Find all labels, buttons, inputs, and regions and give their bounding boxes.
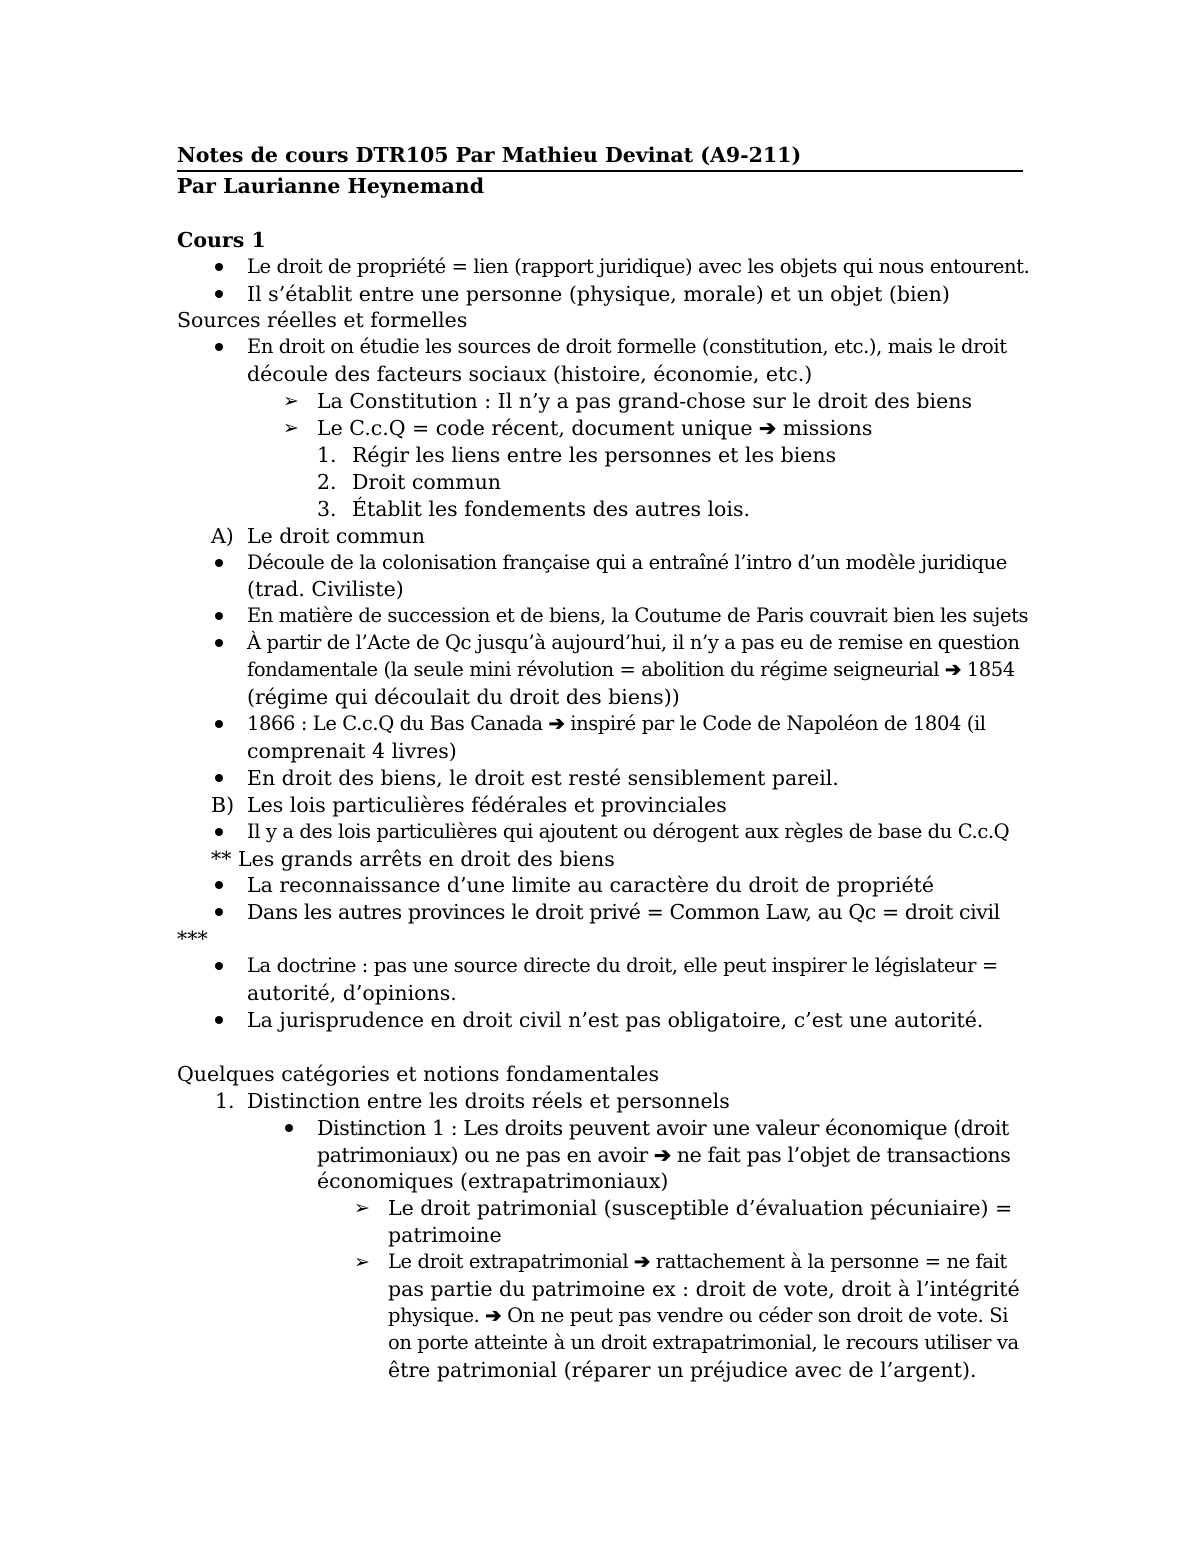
list-item-text: inspiré par le Code de Napoléon de 1804 (il (570, 712, 986, 736)
list-item-text: La Constitution : Il n’y a pas grand-chose sur le droit des biens (317, 389, 972, 414)
right-arrow-icon: ➔ (485, 1303, 502, 1327)
list-item (177, 334, 1023, 361)
blank-line (177, 1034, 1023, 1061)
list-item-continuation (177, 1142, 1023, 1169)
list-item-text: Droit commun (352, 469, 501, 494)
list-item-continuation: patrimoine (388, 1223, 502, 1248)
bullet-icon (215, 612, 223, 620)
bullet-icon (215, 1016, 223, 1024)
right-arrow-icon: ➔ (944, 658, 961, 682)
list-item (177, 765, 1023, 792)
list-item (177, 1249, 1023, 1276)
list-item-text: Le droit patrimonial (susceptible d’évaluation pécuniaire) = (388, 1196, 1013, 1221)
numbered-item (177, 469, 1023, 496)
bullet-icon (215, 881, 223, 889)
section-heading-categories: Quelques catégories et notions fondamentales (177, 1061, 659, 1086)
bullet-icon (215, 908, 223, 916)
list-item-text: ne fait pas l’objet de transactions (676, 1142, 1011, 1167)
bullet-icon (215, 343, 223, 351)
bullet-icon (215, 639, 223, 647)
list-item (177, 899, 1023, 926)
lettered-item (177, 523, 1023, 550)
list-item-text: On ne peut pas vendre ou céder son droit de vote. Si (507, 1303, 1009, 1327)
bullet-icon (215, 559, 223, 567)
list-item-text: Dans les autres provinces le droit privé = Common Law, au Qc = droit civil (247, 900, 1000, 925)
list-item (177, 281, 1023, 308)
list-item-text: La jurisprudence en droit civil n’est pas obligatoire, c’est une autorité. (247, 1007, 984, 1032)
list-item-text: Distinction entre les droits réels et personnels (247, 1088, 730, 1113)
arrow-bullet-icon: ➢ (354, 1251, 370, 1274)
subheading-sources: Sources réelles et formelles (177, 308, 468, 333)
bullet-icon (215, 290, 223, 298)
list-item (177, 254, 1030, 281)
list-item (177, 1115, 1023, 1142)
list-item (177, 1007, 1023, 1034)
numbered-item (177, 442, 1023, 469)
bullet-icon (215, 263, 223, 271)
list-item-text: À partir de l’Acte de Qc jusqu’à aujourd’hui, il n’y a pas eu de remise en question (247, 631, 1020, 655)
list-item-text: La reconnaissance d’une limite au caractère du droit de propriété (247, 873, 934, 898)
numbered-item (177, 496, 1023, 523)
list-item-continuation: découle des facteurs sociaux (histoire, économie, etc.) (247, 362, 813, 387)
list-item-continuation: (régime qui découlait du droit des biens)) (247, 685, 680, 710)
list-item-text: Régir les liens entre les personnes et les biens (352, 442, 837, 467)
bullet-icon (285, 1124, 293, 1132)
arrow-bullet-icon: ➢ (283, 390, 299, 413)
arrow-bullet-icon: ➢ (354, 1197, 370, 1220)
list-item-text: En droit des biens, le droit est resté sensiblement pareil. (247, 765, 839, 790)
right-arrow-icon: ➔ (653, 1142, 671, 1167)
list-item-continuation: autorité, d’opinions. (247, 981, 457, 1006)
list-item (177, 630, 1023, 657)
right-arrow-icon: ➔ (759, 416, 777, 441)
list-item-text: patrimoniaux) ou ne pas en avoir (317, 1142, 648, 1167)
list-item-text: Le droit commun (247, 523, 425, 548)
list-item-text: Distinction 1 : Les droits peuvent avoir une valeur économique (droit (317, 1115, 1009, 1140)
note-line: ** Les grands arrêts en droit des biens (211, 846, 615, 871)
list-number: 1. (215, 1088, 235, 1113)
arrow-bullet-icon: ➢ (283, 417, 299, 440)
list-item-text: Découle de la colonisation française qui a entraîné l’intro d’un modèle juridique (247, 550, 1007, 574)
list-item-text: 1854 (966, 658, 1015, 682)
list-number: 2. (317, 469, 337, 494)
list-item-continuation: être patrimonial (réparer un préjudice avec de l’argent). (388, 1357, 977, 1382)
note-line: *** (177, 927, 208, 952)
bullet-icon (215, 720, 223, 728)
list-item-text: En droit on étudie les sources de droit formelle (constitution, etc.), mais le droit (247, 335, 1007, 359)
list-item (177, 388, 1023, 415)
bullet-icon (215, 962, 223, 970)
list-item-text: physique. (388, 1303, 480, 1327)
list-item-continuation: (trad. Civiliste) (247, 577, 404, 602)
list-item-continuation (177, 1303, 1023, 1330)
list-item-text: La doctrine : pas une source directe du droit, elle peut inspirer le législateur = (247, 954, 998, 978)
list-item-text: Le droit extrapatrimonial (388, 1250, 629, 1274)
list-item (177, 953, 1023, 980)
list-letter: A) (211, 523, 234, 548)
list-item-text: 1866 : Le C.c.Q du Bas Canada (247, 712, 543, 736)
list-item-text: rattachement à la personne = ne fait (655, 1250, 1007, 1274)
list-item-text: fondamentale (la seule mini révolution = abolition du régime seigneurial (247, 658, 940, 682)
list-item-text: En matière de succession et de biens, la Coutume de Paris couvrait bien les sujets (247, 604, 1029, 628)
list-number: 1. (317, 442, 337, 467)
list-item-text: Il y a des lois particulières qui ajoutent ou dérogent aux règles de base du C.c.Q (247, 819, 1010, 843)
numbered-item (177, 1088, 1023, 1115)
document-title: Notes de cours DTR105 Par Mathieu Devinat (A9-211) (177, 142, 1023, 172)
list-item-text: Il s’établit entre une personne (physique, morale) et un objet (bien) (247, 281, 950, 306)
list-item-text: missions (782, 416, 873, 441)
list-item-continuation: économiques (extrapatrimoniaux) (317, 1169, 669, 1194)
lettered-item (177, 792, 1023, 819)
blank-line (177, 200, 1023, 227)
list-letter: B) (211, 792, 235, 817)
bullet-icon (215, 828, 223, 836)
list-item (177, 872, 1023, 899)
list-number: 3. (317, 496, 337, 521)
list-item-continuation: comprenait 4 livres) (247, 738, 457, 763)
list-item (177, 415, 1023, 442)
list-item (177, 819, 1023, 846)
document-author: Par Laurianne Heynemand (177, 173, 485, 198)
bullet-icon (215, 774, 223, 782)
list-item-continuation: pas partie du patrimoine ex : droit de vote, droit à l’intégrité (388, 1277, 1020, 1302)
right-arrow-icon: ➔ (548, 712, 565, 736)
section-heading-cours-1: Cours 1 (177, 227, 266, 252)
list-item (177, 711, 1023, 738)
list-item (177, 1195, 1023, 1222)
right-arrow-icon: ➔ (634, 1250, 650, 1274)
list-item-continuation (177, 657, 1023, 684)
list-item-text: Le droit de propriété = lien (rapport juridique) avec les objets qui nous entourent. (247, 254, 1030, 278)
document-body (177, 142, 1030, 1384)
list-item (177, 603, 1029, 630)
list-item-text: Établit les fondements des autres lois. (352, 496, 750, 521)
list-item (177, 550, 1023, 577)
list-item-text: Les lois particulières fédérales et provinciales (247, 792, 727, 817)
list-item-continuation: on porte atteinte à un droit extrapatrimonial, le recours utiliser va (388, 1330, 1019, 1354)
list-item-text: Le C.c.Q = code récent, document unique (317, 416, 753, 441)
